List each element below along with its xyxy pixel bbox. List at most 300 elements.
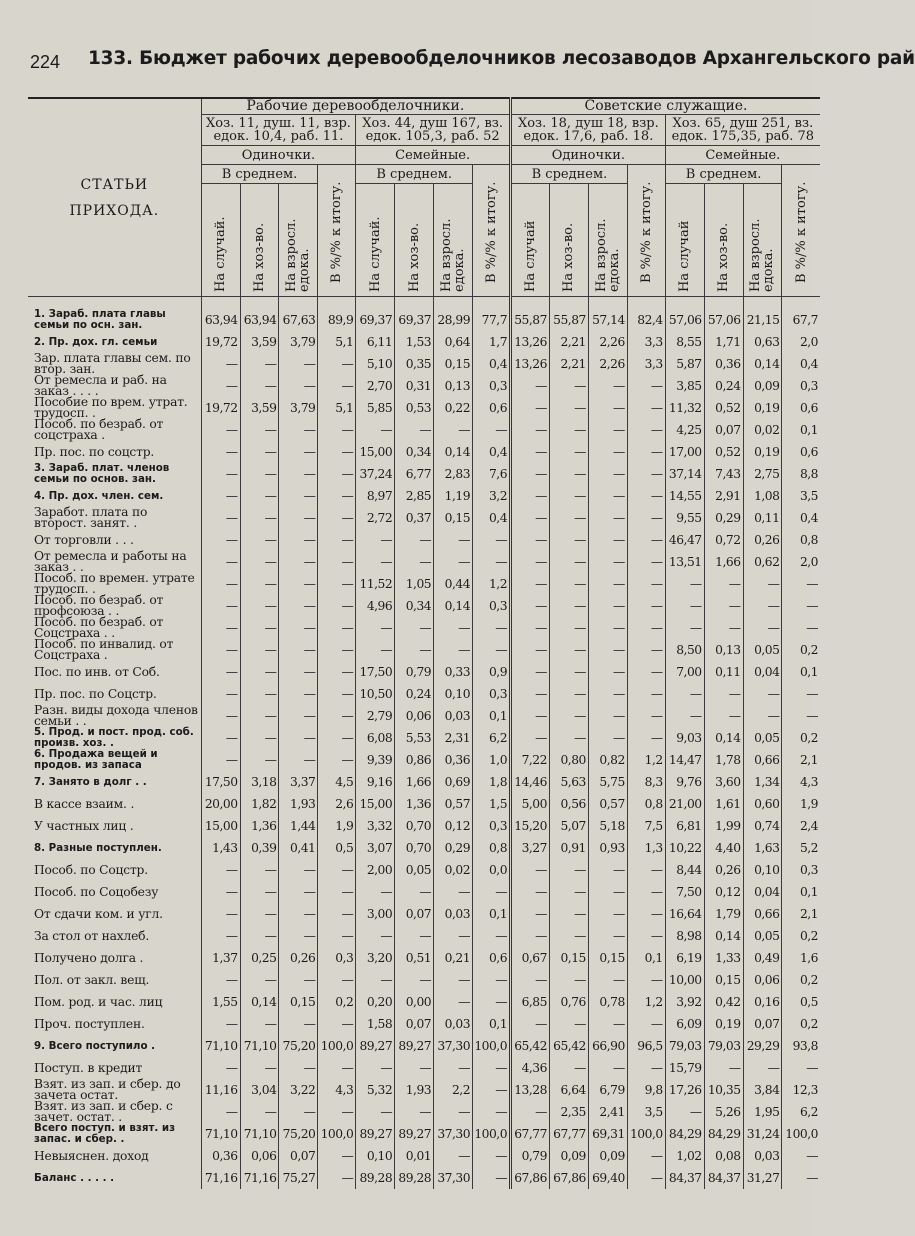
value-cell: — [704, 595, 743, 617]
value-cell: 0,69 [434, 771, 473, 793]
value-cell: 0,4 [473, 507, 511, 529]
value-cell: — [782, 617, 820, 639]
value-cell: 0,10 [743, 859, 782, 881]
value-cell: 0,5 [782, 991, 820, 1013]
table-row [28, 749, 820, 771]
value-cell: — [318, 573, 356, 595]
value-cell: 0,14 [240, 991, 279, 1013]
value-cell: 0,33 [434, 661, 473, 683]
value-cell: 3,85 [665, 375, 704, 397]
value-cell: 0,2 [782, 1013, 820, 1035]
table-row [28, 419, 820, 441]
category-header-2: Семейные. [356, 146, 511, 165]
value-cell: 2,70 [356, 375, 395, 397]
value-cell: 21,15 [743, 309, 782, 331]
value-cell: 2,21 [549, 331, 588, 353]
value-cell: — [743, 595, 782, 617]
value-cell: — [201, 595, 240, 617]
value-cell: — [627, 1145, 665, 1167]
spacer-cell [395, 297, 434, 310]
value-cell: 5,63 [549, 771, 588, 793]
value-cell: — [434, 881, 473, 903]
value-cell: — [434, 925, 473, 947]
value-cell: — [318, 1013, 356, 1035]
value-cell: — [318, 617, 356, 639]
value-cell: — [240, 1013, 279, 1035]
value-cell: 37,14 [665, 463, 704, 485]
value-cell: — [201, 441, 240, 463]
stub-header-line-1: СТАТЬИ [80, 176, 149, 193]
value-cell: 0,66 [743, 749, 782, 771]
value-cell: — [627, 903, 665, 925]
value-cell: — [473, 419, 511, 441]
row-label: Разн. виды дохода членов семьи . . [34, 703, 198, 728]
value-cell: — [279, 463, 318, 485]
value-cell: — [473, 1167, 511, 1189]
value-cell: 10,22 [665, 837, 704, 859]
value-cell: — [511, 903, 550, 925]
value-cell: 0,15 [704, 969, 743, 991]
value-cell: 57,06 [704, 309, 743, 331]
value-cell: 7,00 [665, 661, 704, 683]
spacer-cell [511, 297, 550, 310]
value-cell: 57,06 [665, 309, 704, 331]
value-cell: — [627, 573, 665, 595]
value-cell: 3,59 [240, 331, 279, 353]
value-cell: — [434, 551, 473, 573]
value-cell: 1,79 [704, 903, 743, 925]
value-cell: — [395, 551, 434, 573]
value-cell: 15,00 [356, 441, 395, 463]
row-label: Пол. от закл. вещ. [34, 972, 150, 987]
value-cell: 1,9 [318, 815, 356, 837]
value-cell: — [627, 617, 665, 639]
value-cell: — [240, 419, 279, 441]
value-cell: — [240, 925, 279, 947]
value-cell: — [627, 419, 665, 441]
subgroup-1-line-1: Хоз. 11, душ. 11, взр. [205, 116, 351, 131]
value-cell: — [511, 419, 550, 441]
value-cell: — [782, 705, 820, 727]
value-cell: 3,32 [356, 815, 395, 837]
value-cell: 0,57 [588, 793, 627, 815]
page-header [0, 44, 915, 80]
value-cell: 0,11 [704, 661, 743, 683]
value-cell: — [318, 375, 356, 397]
table-row [28, 551, 820, 573]
value-cell: 5,26 [704, 1101, 743, 1123]
category-header-3: Одиночки. [511, 146, 666, 165]
value-cell: 0,3 [473, 815, 511, 837]
value-cell: — [627, 485, 665, 507]
value-cell: — [511, 881, 550, 903]
value-cell: 3,84 [743, 1079, 782, 1101]
value-cell: 7,50 [665, 881, 704, 903]
value-cell: 0,52 [704, 441, 743, 463]
value-cell: 2,79 [356, 705, 395, 727]
value-cell: — [511, 485, 550, 507]
value-cell: — [588, 551, 627, 573]
value-cell: 29,29 [743, 1035, 782, 1057]
spacer-cell [356, 297, 395, 310]
value-cell: — [395, 925, 434, 947]
value-cell: — [627, 463, 665, 485]
table-row [28, 1101, 820, 1123]
value-cell: — [240, 661, 279, 683]
value-cell: 4,3 [318, 1079, 356, 1101]
value-cell: — [279, 1013, 318, 1035]
value-cell: 1,44 [279, 815, 318, 837]
value-cell: — [279, 925, 318, 947]
value-cell: — [279, 749, 318, 771]
value-cell: 6,2 [782, 1101, 820, 1123]
value-cell: — [588, 375, 627, 397]
value-cell: 1,66 [704, 551, 743, 573]
col-header-13-text: На случай [677, 220, 693, 292]
row-label: Пособ. по времен. утрате трудосп. . [34, 571, 195, 596]
value-cell: 0,0 [473, 859, 511, 881]
value-cell: 20,00 [201, 793, 240, 815]
value-cell: 5,07 [549, 815, 588, 837]
value-cell: — [318, 1167, 356, 1189]
value-cell: 0,24 [704, 375, 743, 397]
value-cell: 17,26 [665, 1079, 704, 1101]
value-cell: 0,72 [704, 529, 743, 551]
value-cell: — [318, 1145, 356, 1167]
value-cell: — [511, 397, 550, 419]
value-cell: — [511, 925, 550, 947]
table-row [28, 529, 820, 551]
value-cell: 79,03 [665, 1035, 704, 1057]
value-cell: 0,09 [549, 1145, 588, 1167]
value-cell: 0,3 [473, 595, 511, 617]
value-cell: 0,4 [782, 507, 820, 529]
value-cell: — [473, 881, 511, 903]
value-cell: — [588, 419, 627, 441]
table-row [28, 815, 820, 837]
row-label: Проч. поступлен. [34, 1016, 145, 1031]
stub-header [28, 98, 201, 297]
value-cell: 0,13 [704, 639, 743, 661]
value-cell: 0,14 [434, 595, 473, 617]
value-cell: — [511, 375, 550, 397]
value-cell: 0,36 [201, 1145, 240, 1167]
value-cell: — [201, 683, 240, 705]
value-cell: — [627, 969, 665, 991]
value-cell: — [201, 573, 240, 595]
value-cell: — [318, 419, 356, 441]
subgroup-2-line-2: едок. 105,3, раб. 52 [365, 129, 500, 144]
value-cell: 46,47 [665, 529, 704, 551]
value-cell: — [588, 639, 627, 661]
value-cell: 69,37 [356, 309, 395, 331]
value-cell: — [279, 639, 318, 661]
value-cell: 89,27 [395, 1123, 434, 1145]
value-cell: — [549, 683, 588, 705]
value-cell: — [588, 397, 627, 419]
value-cell: — [201, 881, 240, 903]
value-cell: 0,06 [395, 705, 434, 727]
col-header-1 [201, 184, 240, 297]
value-cell: 0,51 [395, 947, 434, 969]
value-cell: — [549, 419, 588, 441]
value-cell: 3,37 [279, 771, 318, 793]
value-cell: — [588, 573, 627, 595]
value-cell: 3,22 [279, 1079, 318, 1101]
value-cell: 0,4 [782, 353, 820, 375]
value-cell: 71,16 [240, 1167, 279, 1189]
value-cell: 3,5 [627, 1101, 665, 1123]
value-cell: — [395, 617, 434, 639]
value-cell: — [201, 485, 240, 507]
value-cell: 13,51 [665, 551, 704, 573]
subgroup-1-line-2: едок. 10,4, раб. 11. [213, 129, 344, 144]
value-cell: — [318, 1057, 356, 1079]
value-cell: 0,6 [473, 397, 511, 419]
subgroup-2-line-1: Хоз. 44, душ 167, вз. [362, 116, 504, 131]
value-cell: 5,87 [665, 353, 704, 375]
value-cell: 1,9 [782, 793, 820, 815]
value-cell: 0,02 [434, 859, 473, 881]
value-cell: — [279, 1101, 318, 1123]
value-cell: — [588, 705, 627, 727]
value-cell: 0,03 [743, 1145, 782, 1167]
value-cell: 0,20 [356, 991, 395, 1013]
value-cell: 21,00 [665, 793, 704, 815]
value-cell: 0,07 [395, 1013, 434, 1035]
value-cell: — [782, 1167, 820, 1189]
value-cell: 11,52 [356, 573, 395, 595]
value-cell: — [511, 1101, 550, 1123]
value-cell: 1,82 [240, 793, 279, 815]
value-cell: — [279, 529, 318, 551]
value-cell: 2,2 [434, 1079, 473, 1101]
value-cell: 6,81 [665, 815, 704, 837]
value-cell: — [201, 353, 240, 375]
value-cell: — [549, 507, 588, 529]
value-cell: 0,15 [434, 353, 473, 375]
value-cell: — [588, 881, 627, 903]
value-cell: 0,2 [782, 727, 820, 749]
value-cell: — [473, 639, 511, 661]
value-cell: 10,00 [665, 969, 704, 991]
value-cell: 5,1 [318, 331, 356, 353]
value-cell: 77,7 [473, 309, 511, 331]
value-cell: — [665, 595, 704, 617]
row-label: Баланс . . . . . [34, 1171, 114, 1184]
value-cell: 89,28 [395, 1167, 434, 1189]
value-cell: 4,96 [356, 595, 395, 617]
table-row [28, 397, 820, 419]
value-cell: — [395, 969, 434, 991]
value-cell: 1,99 [704, 815, 743, 837]
value-cell: 0,34 [395, 441, 434, 463]
value-cell: 1,78 [704, 749, 743, 771]
table-row [28, 595, 820, 617]
value-cell: — [356, 1057, 395, 1079]
value-cell: 0,63 [743, 331, 782, 353]
table-row [28, 507, 820, 529]
value-cell: 37,30 [434, 1167, 473, 1189]
value-cell: 1,2 [473, 573, 511, 595]
budget-table [28, 97, 820, 1189]
value-cell: — [627, 881, 665, 903]
value-cell: 14,55 [665, 485, 704, 507]
table-row [28, 441, 820, 463]
value-cell: — [743, 683, 782, 705]
value-cell: 11,16 [201, 1079, 240, 1101]
value-cell: 0,05 [743, 727, 782, 749]
value-cell: — [201, 419, 240, 441]
value-cell: — [627, 639, 665, 661]
table-row [28, 925, 820, 947]
value-cell: — [511, 661, 550, 683]
value-cell: 93,8 [782, 1035, 820, 1057]
value-cell: 2,1 [782, 903, 820, 925]
spacer-cell [588, 297, 627, 310]
value-cell: 0,3 [473, 375, 511, 397]
value-cell: — [240, 969, 279, 991]
value-cell: — [549, 595, 588, 617]
value-cell: 84,37 [665, 1167, 704, 1189]
value-cell: — [356, 881, 395, 903]
value-cell: 0,35 [395, 353, 434, 375]
value-cell: — [627, 595, 665, 617]
value-cell: 5,10 [356, 353, 395, 375]
value-cell: — [279, 969, 318, 991]
col-header-2-text: На хоз-во. [252, 222, 267, 292]
value-cell: — [201, 1013, 240, 1035]
table-row [28, 1167, 820, 1189]
value-cell: 100,0 [318, 1123, 356, 1145]
value-cell: — [782, 1145, 820, 1167]
value-cell: 0,00 [395, 991, 434, 1013]
value-cell: 1,08 [743, 485, 782, 507]
value-cell: 3,27 [511, 837, 550, 859]
value-cell: 0,07 [704, 419, 743, 441]
value-cell: 1,58 [356, 1013, 395, 1035]
table-row [28, 1013, 820, 1035]
value-cell: 0,1 [627, 947, 665, 969]
value-cell: — [318, 859, 356, 881]
value-cell: — [473, 529, 511, 551]
row-label: 7. Занято в долг . . [34, 775, 147, 788]
value-cell: 3,92 [665, 991, 704, 1013]
value-cell: 0,80 [549, 749, 588, 771]
value-cell: — [201, 859, 240, 881]
value-cell: 15,79 [665, 1057, 704, 1079]
value-cell: 0,57 [434, 793, 473, 815]
value-cell: 0,07 [743, 1013, 782, 1035]
value-cell: — [549, 969, 588, 991]
value-cell: 0,06 [240, 1145, 279, 1167]
value-cell: — [318, 727, 356, 749]
value-cell: — [240, 683, 279, 705]
value-cell: 1,33 [704, 947, 743, 969]
col-header-15 [743, 184, 782, 297]
value-cell: — [665, 617, 704, 639]
value-cell: 1,2 [627, 991, 665, 1013]
table-row [28, 1035, 820, 1057]
value-cell: 0,14 [704, 925, 743, 947]
value-cell: 0,24 [395, 683, 434, 705]
value-cell: 6,77 [395, 463, 434, 485]
table-row [28, 309, 820, 331]
table-row [28, 1145, 820, 1167]
value-cell: — [588, 969, 627, 991]
col-header-6 [395, 184, 434, 297]
value-cell: 63,94 [240, 309, 279, 331]
value-cell: — [511, 529, 550, 551]
value-cell: 0,82 [588, 749, 627, 771]
row-label: Заработ. плата по второст. занят. . [34, 505, 148, 530]
value-cell: — [588, 529, 627, 551]
value-cell: 0,78 [588, 991, 627, 1013]
col-header-13 [665, 184, 704, 297]
value-cell: — [318, 705, 356, 727]
value-cell: 0,26 [279, 947, 318, 969]
value-cell: 67,77 [549, 1123, 588, 1145]
value-cell: 0,41 [279, 837, 318, 859]
value-cell: — [588, 463, 627, 485]
value-cell: 13,26 [511, 331, 550, 353]
table-row [28, 1123, 820, 1145]
value-cell: 3,00 [356, 903, 395, 925]
value-cell: — [434, 1145, 473, 1167]
value-cell: 6,09 [665, 1013, 704, 1035]
value-cell: 69,31 [588, 1123, 627, 1145]
value-cell: 0,70 [395, 837, 434, 859]
value-cell: — [356, 925, 395, 947]
value-cell: 0,44 [434, 573, 473, 595]
value-cell: — [511, 1013, 550, 1035]
value-cell: — [318, 485, 356, 507]
value-cell: — [743, 705, 782, 727]
value-cell: — [395, 881, 434, 903]
value-cell: 71,16 [201, 1167, 240, 1189]
value-cell: — [279, 485, 318, 507]
value-cell: — [395, 529, 434, 551]
value-cell: 17,00 [665, 441, 704, 463]
value-cell: 1,5 [473, 793, 511, 815]
value-cell: — [588, 441, 627, 463]
value-cell: — [318, 1101, 356, 1123]
value-cell: — [279, 353, 318, 375]
value-cell: 0,31 [395, 375, 434, 397]
value-cell: 0,93 [588, 837, 627, 859]
value-cell: 0,05 [743, 639, 782, 661]
value-cell: 13,26 [511, 353, 550, 375]
col-header-14 [704, 184, 743, 297]
value-cell: 17,50 [356, 661, 395, 683]
value-cell: — [240, 1101, 279, 1123]
value-cell: — [549, 1057, 588, 1079]
value-cell: 100,0 [627, 1123, 665, 1145]
row-label: Пособ. по безраб. от профсоюза . . [34, 593, 164, 618]
value-cell: 0,03 [434, 903, 473, 925]
col-header-8 [473, 165, 511, 297]
value-cell: — [240, 353, 279, 375]
value-cell: — [434, 969, 473, 991]
value-cell: 1,36 [395, 793, 434, 815]
value-cell: 31,27 [743, 1167, 782, 1189]
value-cell: 5,00 [511, 793, 550, 815]
value-cell: 0,8 [473, 837, 511, 859]
value-cell: — [279, 1057, 318, 1079]
value-cell: 15,00 [356, 793, 395, 815]
value-cell: 0,01 [395, 1145, 434, 1167]
row-label: 4. Пр. дох. член. сем. [34, 489, 164, 502]
